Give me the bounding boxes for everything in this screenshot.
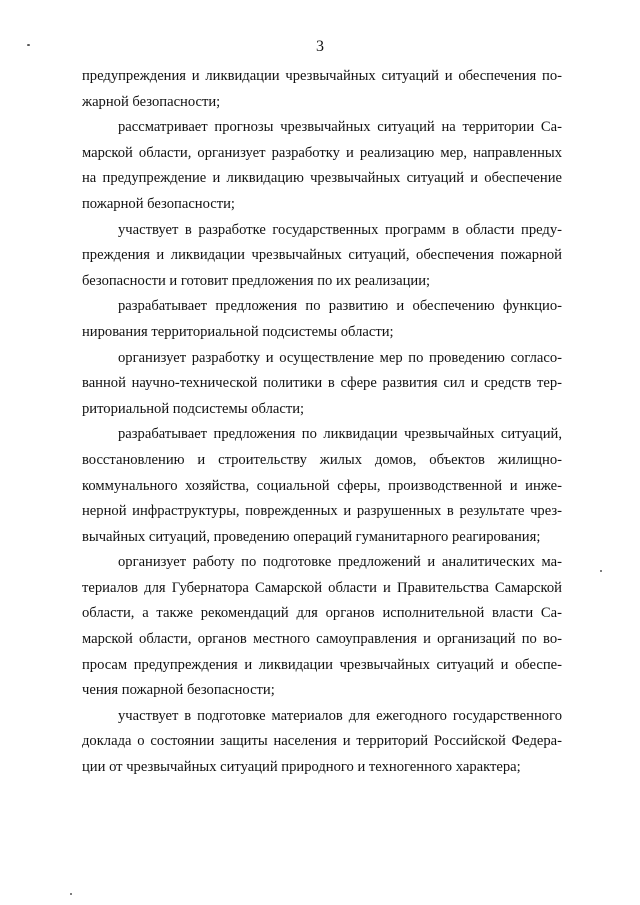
- text-line: ции от чрезвычайных ситуаций природного и техногенного характера;: [82, 759, 521, 776]
- paragraph: [82, 218, 562, 295]
- text-line: марской области, организует разработку и реализацию мер, направленных: [82, 144, 562, 161]
- text-line: на предупреждение и ликвидацию чрезвычайных ситуаций и обеспечение: [82, 170, 562, 187]
- text-line: организует работу по подготовке предложений и аналитических ма-: [118, 554, 562, 571]
- text-line: предупреждения и ликвидации чрезвычайных ситуаций и обеспечения по-: [82, 68, 562, 84]
- scan-speck: [600, 570, 602, 572]
- paragraph: [82, 115, 562, 217]
- text-line: чения пожарной безопасности;: [82, 682, 275, 699]
- text-line: коммунального хозяйства, социальной сферы, производственной и инже-: [82, 477, 562, 494]
- text-line: нерной инфраструктуры, поврежденных и разрушенных в результате чрез-: [82, 503, 562, 520]
- text-line: области, а также рекомендаций для органов исполнительной власти Са-: [82, 605, 562, 622]
- text-line: риториальной подсистемы области;: [82, 400, 305, 417]
- paragraph: [82, 346, 562, 423]
- text-line: жарной безопасности;: [82, 93, 221, 110]
- scan-speck: [70, 893, 72, 895]
- text-line: нирования территориальной подсистемы области;: [82, 323, 394, 340]
- text-line: териалов для Губернатора Самарской области и Правительства Самарской: [82, 579, 562, 596]
- text-line: марской области, органов местного самоуправления и организаций по во-: [82, 631, 562, 648]
- text-line: участвует в разработке государственных программ в области преду-: [118, 221, 562, 238]
- text-line: восстановлению и строительству жилых домов, объектов жилищно-: [82, 451, 562, 468]
- scan-speck: [27, 44, 30, 46]
- paragraph: [82, 704, 562, 781]
- text-line: участвует в подготовке материалов для ежегодного государственного: [118, 707, 562, 724]
- text-line: пожарной безопасности;: [82, 195, 235, 212]
- text-line: рассматривает прогнозы чрезвычайных ситуаций на территории Са-: [118, 119, 562, 136]
- document-body: [82, 64, 562, 781]
- paragraph: [82, 64, 562, 115]
- text-line: ванной научно-технической политики в сфере развития сил и средств тер-: [82, 375, 562, 392]
- text-line: организует разработку и осуществление мер по проведению согласо-: [118, 349, 562, 366]
- text-line: безопасности и готовит предложения по их реализации;: [82, 272, 431, 289]
- text-line: разрабатывает предложения по развитию и обеспечению функцио-: [118, 298, 562, 315]
- text-line: просам предупреждения и ликвидации чрезвычайных ситуаций и обеспе-: [82, 656, 562, 673]
- page-number: 3: [316, 38, 324, 55]
- paragraph: [82, 294, 562, 345]
- text-line: преждения и ликвидации чрезвычайных ситуаций, обеспечения пожарной: [82, 247, 562, 264]
- paragraph: [82, 422, 562, 550]
- text-line: вычайных ситуаций, проведению операций гуманитарного реагирования;: [82, 528, 541, 545]
- text-line: разрабатывает предложения по ликвидации чрезвычайных ситуаций,: [118, 426, 562, 443]
- text-line: доклада о состоянии защиты населения и территорий Российской Федера-: [82, 733, 562, 750]
- paragraph: [82, 550, 562, 704]
